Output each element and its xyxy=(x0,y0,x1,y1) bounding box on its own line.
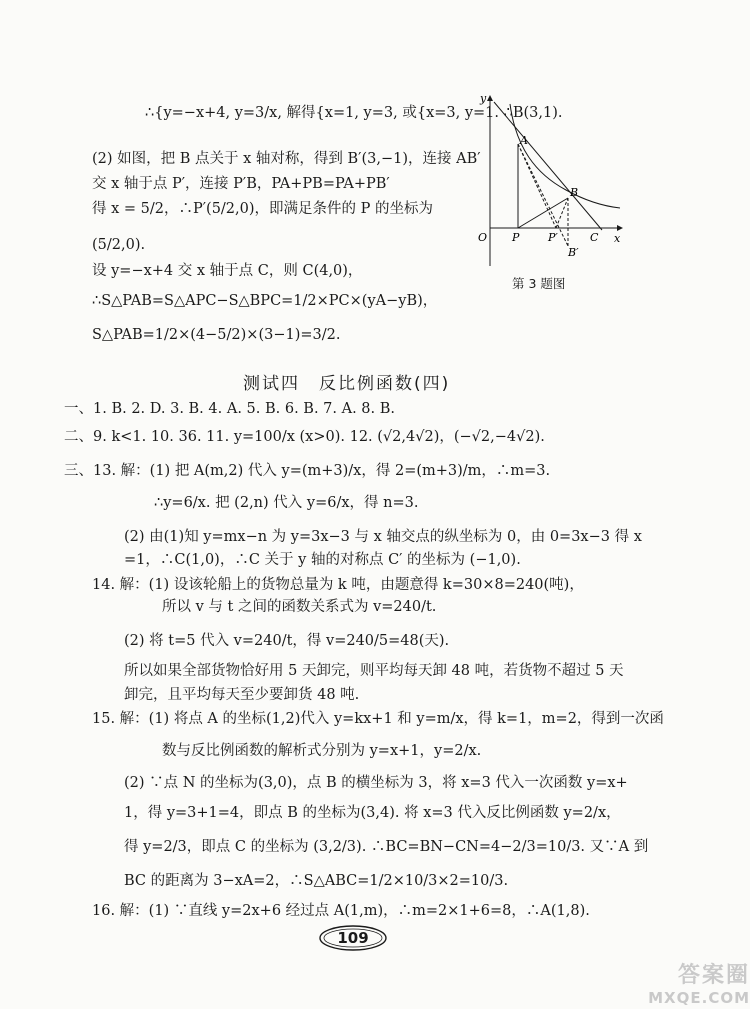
label-b-prime: B′ xyxy=(568,246,579,259)
text-line: 卸完，且平均每天至少要卸货 48 吨. xyxy=(124,687,360,703)
label-y: y xyxy=(480,92,487,105)
label-c: C xyxy=(590,231,599,244)
text-line: 1，得 y=3+1=4，即点 B 的坐标为(3,4). 将 x=3 代入反比例函数 y=2/x， xyxy=(124,805,621,821)
text-line: =1，∴C(1,0)，∴C 关于 y 轴的对称点 C′ 的坐标为 (−1,0). xyxy=(124,552,521,568)
line-y-minus-x-plus-4 xyxy=(494,102,602,230)
figure-caption: 第 3 题图 xyxy=(512,276,566,291)
text-line: (2) 如图，把 B 点关于 x 轴对称，得到 B′(3,−1)，连接 AB′ xyxy=(92,151,481,167)
figure-svg xyxy=(476,90,626,270)
segment-p-prime-b xyxy=(556,198,568,228)
text-line: 14. 解：(1) 设该轮船上的货物总量为 k 吨，由题意得 k=30×8=240(吨)， xyxy=(92,577,584,593)
segment-a-b-prime-dash xyxy=(518,144,556,228)
label-p: P xyxy=(512,231,520,244)
label-p-prime: P′ xyxy=(548,231,558,244)
watermark-line2: MXQE.COM xyxy=(648,989,750,1007)
label-x: x xyxy=(614,232,621,245)
text-line: 16. 解：(1) ∵直线 y=2x+6 经过点 A(1,m)，∴m=2×1+6=8，∴A(1,8). xyxy=(92,903,590,919)
text-line: 三、13. 解：(1) 把 A(m,2) 代入 y=(m+3)/x，得 2=(m+3)/m，∴m=3. xyxy=(64,463,551,479)
text-line: BC 的距离为 3−xA=2，∴S△ABC=1/2×10/3×2=10/3. xyxy=(124,873,509,889)
text-line: 二、9. k<1. 10. 36. 11. y=100/x (x>0). 12. (√2,4√2)，(−√2,−4√2). xyxy=(64,429,545,445)
page-number-text: 109 xyxy=(337,929,369,947)
text-line: ∴S△PAB=S△APC−S△BPC=1/2×PC×(yA−yB)， xyxy=(92,293,438,309)
text-line: 所以如果全部货物恰好用 5 天卸完，则平均每天卸 48 吨，若货物不超过 5 天 xyxy=(124,663,624,679)
text-line: (2) 将 t=5 代入 v=240/t，得 v=240/5=48(天). xyxy=(124,633,450,649)
text-line: ∴y=6/x. 把 (2,n) 代入 y=6/x，得 n=3. xyxy=(154,495,419,511)
text-line: (5/2,0). xyxy=(92,237,146,253)
hyperbola-curve xyxy=(510,104,620,208)
text-line: (2) ∵点 N 的坐标为(3,0)，点 B 的横坐标为 3，将 x=3 代入一次函数 y=x+ xyxy=(124,775,628,791)
watermark-line1: 答案圈 xyxy=(677,963,750,988)
text-line: 设 y=−x+4 交 x 轴于点 C，则 C(4,0)， xyxy=(92,263,363,279)
text-line: 得 y=2/3，即点 C 的坐标为 (3,2/3). ∴BC=BN−CN=4−2/3=10/3. 又∵A 到 xyxy=(124,839,649,855)
text-line: 15. 解：(1) 将点 A 的坐标(1,2)代入 y=kx+1 和 y=m/x，得 k=1，m=2，得到一次函 xyxy=(92,711,664,727)
segment-pb xyxy=(518,198,568,228)
text-line: (2) 由(1)知 y=mx−n 为 y=3x−3 与 x 轴交点的纵坐标为 0，由 0=3x−3 得 x xyxy=(124,529,642,545)
text-line: 得 x = 5/2，∴P′(5/2,0)，即满足条件的 P 的坐标为 xyxy=(92,201,433,217)
label-a: A xyxy=(520,134,528,147)
page-number xyxy=(318,924,388,952)
text-line: 交 x 轴于点 P′，连接 P′B，PA+PB=PA+PB′ xyxy=(92,176,390,192)
section-title: 测试四 反比例函数(四) xyxy=(243,374,451,394)
watermark xyxy=(610,958,750,1006)
geometry-figure xyxy=(476,90,626,270)
text-line: 所以 v 与 t 之间的函数关系式为 v=240/t. xyxy=(162,599,437,615)
text-line: 一、1. B. 2. D. 3. B. 4. A. 5. B. 6. B. 7. A. 8. B. xyxy=(64,401,396,417)
text-line: ∴{y=−x+4, y=3/x, 解得{x=1, y=3, 或{x=3, y=1. ∴B(3,1). xyxy=(145,105,563,121)
label-b: B xyxy=(570,186,579,199)
text-line: S△PAB=1/2×(4−5/2)×(3−1)=3/2. xyxy=(92,327,341,343)
label-o: O xyxy=(478,231,488,244)
text-line: 数与反比例函数的解析式分别为 y=x+1，y=2/x. xyxy=(162,743,482,759)
